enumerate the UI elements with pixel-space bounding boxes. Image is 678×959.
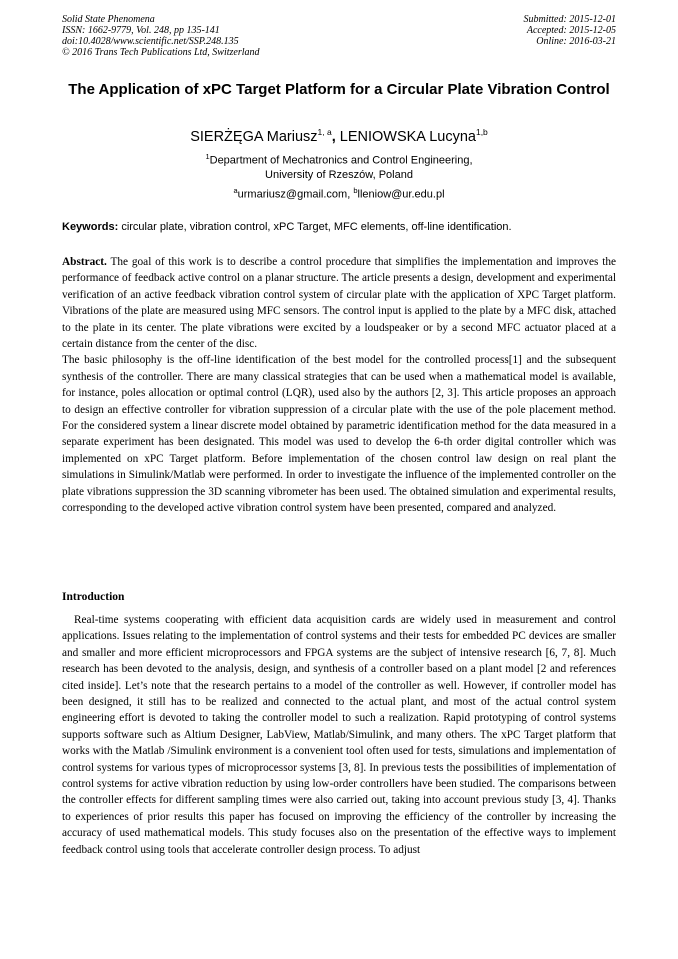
keywords-text: circular plate, vibration control, xPC Target, MFC elements, off-line identification. <box>121 221 512 233</box>
email-a-sup: a <box>233 186 238 195</box>
online-date: Online: 2016-03-21 <box>536 36 616 47</box>
keywords <box>62 220 616 234</box>
journal-name: Solid State Phenomena <box>62 14 155 25</box>
abstract-paragraph-1 <box>62 254 616 352</box>
submitted-date: Submitted: 2015-12-01 <box>523 14 616 25</box>
introduction-section <box>62 612 616 858</box>
abstract-text-1: The goal of this work is to describe a control procedure that simplifies the implementation and improves the performance of feedback active control on a planar structure. The article presents a design, development and experimental verification of an active feedback vibration control system of circular plate with the application of XPC Target platform. Vibrations of the plate are measured using MFC sensors. The control input is applied to the plate by a MFC disk, attached to the plate in its center. The plate vibrations were excited by a loudspeaker or by a second MFC actuator placed at a certain distance from the center of the disc. <box>62 256 616 351</box>
affiliation-department: Department of Mechatronics and Control Engineering, <box>209 154 473 167</box>
journal-info <box>62 14 392 58</box>
author-1-name: SIERŻĘGA Mariusz <box>190 128 318 145</box>
paper-title: The Application of xPC Target Platform for a Circular Plate Vibration Control <box>68 81 610 98</box>
publication-dates <box>386 14 616 47</box>
abstract-label: Abstract. <box>62 256 107 268</box>
author-1-affil-sup: 1, a <box>317 127 332 137</box>
issn-line: ISSN: 1662-9779, Vol. 248, pp 135-141 <box>62 25 220 36</box>
abstract-paragraph-2: The basic philosophy is the off-line identification of the best model for the controlled process[1] and the subsequent synthesis of the controller. There are many classical strategies that can be used when a mathematical model is available, for instance, poles allocation or optimal control (LQR), used also by the authors [2, 3]. This article proposes an approach to design an effective controller for vibration suppression of a circular plate with the use of the pole placement method. For the considered system a linear discrete model obtained by parametric identification method for the data measured in a separate experiment has been designated. This model was used to develop the 6-th order digital controller which was implemented on xPC Target platform. Before implementation of the chosen control law design on real plant the simulations in Simulink/Matlab were performed. In order to investigate the influence of the implemented controller on the plate vibrations suppression the 3D scanning vibrometer has been used. The obtained simulation and experimental results, corresponding to the developed active vibration control system have been presented, compared and analyzed. <box>62 354 616 515</box>
author-emails <box>62 184 616 202</box>
affiliation-sup: 1 <box>205 152 210 161</box>
email-b-sup: b <box>353 186 358 195</box>
affiliation-university: University of Rzeszów, Poland <box>265 168 413 181</box>
keywords-label: Keywords: <box>62 221 119 233</box>
copyright-line: © 2016 Trans Tech Publications Ltd, Switzerland <box>62 47 260 58</box>
affiliation <box>62 150 616 182</box>
author-2-affil-sup: 1,b <box>475 127 488 137</box>
author-line <box>62 123 616 146</box>
introduction-paragraph-1: Real-time systems cooperating with efficient data acquisition cards are widely used in measurement and control applications. Issues relating to the implementation of control systems and their tests for embedded PC devices are smaller and smaller and more efficient microprocessors and FPGA systems are the subject of intensive research [6, 7, 8]. Much research has been devoted to the analysis, design, and synthesis of a controller based on a plant model [2 and references cited inside]. Let’s note that the research pertains to a model of the controller as well. However, if controller model has been designed, it still has to be realized and connected to the actual plant, and most of the actual control system engineering effort is devoted to taking the controller model to such a realization. Rapid prototyping of control systems supports software such as Altium Designer, LabView, Matlab/Simulink, and many others. The xPC Target platform that works with the Matlab /Simulink environment is a convenient tool often used for tests, simulations and implementation of control systems for various types of microprocessor systems [3, 8]. In previous tests the possibilities of implementation of control systems for active vibration reduction by using low-order controllers have been studied. The comparisons between the controller effects for different sampling times were also carried out, taking into account previous study [3, 4]. Thanks to experiences of prior results this paper has focused on improving the efficiency of the controller by increasing the accuracy of used mathematical models. This study focuses also on the presentation of the effective ways to implement feedback control using tools that accelerate controller design process. To adjust <box>62 614 616 856</box>
author-separator: , <box>331 128 340 145</box>
abstract-section <box>62 254 616 517</box>
email-a: urmariusz@gmail.com, <box>237 188 351 201</box>
accepted-date: Accepted: 2015-12-05 <box>526 25 616 36</box>
introduction-heading: Introduction <box>62 591 125 603</box>
doi-line: doi:10.4028/www.scientific.net/SSP.248.135 <box>62 36 239 47</box>
email-b: lleniow@ur.edu.pl <box>357 188 445 201</box>
author-2-name: LENIOWSKA Lucyna <box>339 128 476 145</box>
